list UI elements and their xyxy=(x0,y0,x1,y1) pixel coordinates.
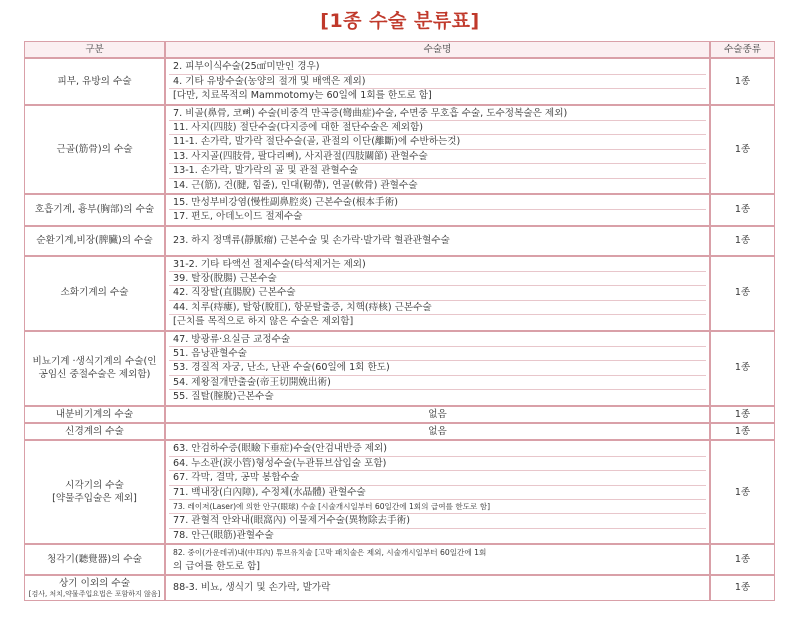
surgery-item: [근치를 목적으로 하지 않은 수술은 제외함] xyxy=(173,316,354,328)
table-row xyxy=(24,406,775,423)
surgery-item: 의 급여를 한도로 함] xyxy=(173,560,261,572)
surgery-item: 42. 직장탈(直腸脫) 근본수술 xyxy=(169,286,706,300)
surgery-item: 55. 질탈(膣脫)근본수술 xyxy=(173,391,274,403)
header-category: 구분 xyxy=(24,41,165,58)
surgery-item: 51. 음낭관혈수술 xyxy=(169,347,706,361)
table-row xyxy=(24,105,775,194)
grade-cell: 1종 xyxy=(710,544,775,575)
table-row xyxy=(24,58,775,104)
grade-cell: 1종 xyxy=(710,105,775,194)
surgery-item: 71. 백내장(白內障), 수정체(水晶體) 관혈수술 xyxy=(169,486,706,500)
surgery-item: 31-2. 기타 타액선 절제수술(타석제거는 제외) xyxy=(169,258,706,272)
grade-cell: 1종 xyxy=(710,575,775,601)
table-row xyxy=(24,256,775,331)
table-row xyxy=(24,331,775,406)
surgery-item: 67. 각막, 결막, 공막 봉합수술 xyxy=(169,471,706,485)
surgery-item: 77. 관혈적 안와내(眼窩內) 이물제거수술(異物除去手術) xyxy=(169,514,706,528)
table-row xyxy=(24,544,775,575)
category-cell: 소화기계의 수술 xyxy=(24,256,165,331)
surgery-item: 54. 제왕절개만출술(帝王切開娩出術) xyxy=(169,376,706,390)
category-cell: 피부, 유방의 수술 xyxy=(24,58,165,104)
surgery-item: 2. 피부이식수술(25㎠미만인 경우) xyxy=(169,60,706,74)
surgery-item: 13-1. 손가락, 발가락의 골 및 관절 관혈수술 xyxy=(169,164,706,178)
grade-cell: 1종 xyxy=(710,406,775,423)
surgery-item: 64. 누소관(淚小管)형성수술(누관튜브삽입술 포함) xyxy=(169,457,706,471)
surgery-none: 없음 xyxy=(165,406,710,423)
surgery-list xyxy=(165,575,710,601)
grade-cell: 1종 xyxy=(710,423,775,440)
surgery-item: 23. 하지 정맥류(靜脈瘤) 근본수술 및 손가락·발가락 혈관관혈수술 xyxy=(173,235,450,246)
category-cell: 근골(筋骨)의 수술 xyxy=(24,105,165,194)
surgery-list xyxy=(165,58,710,104)
category-cell: 내분비기계의 수술 xyxy=(24,406,165,423)
category-cell xyxy=(24,440,165,544)
surgery-list xyxy=(165,194,710,226)
surgery-item: 73. 레이저(Laser)에 의한 안구(眼球) 수술 [시술개시일부터 60일간에 1회의 급여를 한도로 함] xyxy=(169,500,706,514)
surgery-list xyxy=(165,105,710,194)
category-cell: 호흡기계, 흉부(胸部)의 수술 xyxy=(24,194,165,226)
surgery-list xyxy=(165,331,710,406)
surgery-classification-table xyxy=(24,41,775,601)
surgery-item: 78. 안근(眼筋)관혈수술 xyxy=(173,529,274,541)
grade-cell: 1종 xyxy=(710,194,775,226)
category-cell: 순환기계,비장(脾臟)의 수술 xyxy=(24,226,165,256)
surgery-list xyxy=(165,440,710,544)
category-cell xyxy=(24,575,165,601)
surgery-item: 39. 탈장(脫腸) 근본수술 xyxy=(169,272,706,286)
category-label: 시각기의 수술 xyxy=(65,479,124,491)
surgery-item: 47. 방광류·요실금 교정수술 xyxy=(169,333,706,347)
grade-cell: 1종 xyxy=(710,226,775,256)
surgery-item: [다만, 치료목적의 Mammotomy는 60일에 1회를 한도로 함] xyxy=(173,90,432,102)
surgery-none: 없음 xyxy=(165,423,710,440)
header-surgery: 수술명 xyxy=(165,41,710,58)
table-row xyxy=(24,440,775,544)
surgery-item: 4. 기타 유방수술(농양의 절개 및 배액은 제외) xyxy=(169,75,706,89)
surgery-list xyxy=(165,256,710,331)
surgery-item: 63. 안검하수증(眼瞼下垂症)수술(안검내반증 제외) xyxy=(169,442,706,456)
surgery-item: 82. 중이(가운데귀)내(中耳內) 튜브유치술 [고막 패치술은 제외, 시술개시일부터 60일간에 1회 xyxy=(173,548,487,558)
category-cell: 청각기(聽覺器)의 수술 xyxy=(24,544,165,575)
surgery-item: 15. 만성부비강염(慢性副鼻腔炎) 근본수술(根本手術) xyxy=(169,196,706,210)
surgery-item: 13. 사지골(四肢骨, 팔다리뼈), 사지관절(四肢關節) 관혈수술 xyxy=(169,150,706,164)
table-row xyxy=(24,423,775,440)
surgery-item: 88-3. 비뇨, 생식기 및 손가락, 발가락 xyxy=(173,582,331,594)
grade-cell: 1종 xyxy=(710,331,775,406)
grade-cell: 1종 xyxy=(710,440,775,544)
surgery-item: 44. 치루(痔瘻), 탈항(脫肛), 항문탈출증, 치핵(痔核) 근본수술 xyxy=(169,301,706,315)
surgery-item: 17. 편도, 아데노이드 절제수술 xyxy=(173,211,303,223)
page-title: [1종 수술 분류표] xyxy=(320,10,480,32)
surgery-item: 14. 근(筋), 건(腱, 힘줄), 인대(靭帶), 연골(軟骨) 관혈수술 xyxy=(173,179,418,191)
surgery-list xyxy=(165,226,710,256)
category-note: [검사, 처치,약물주입요법은 포함하지 않음] xyxy=(28,590,161,599)
surgery-item: 7. 비골(鼻骨, 코뼈) 수술(비중격 만곡증(彎曲症)수술, 수면중 무호흡 수술, 도수정복술은 제외) xyxy=(169,107,706,121)
category-sublabel: [약물주입술은 제외] xyxy=(52,493,137,505)
category-cell: 비뇨기계 ·생식기계의 수술(인공임신 중절수술은 제외함) xyxy=(24,331,165,406)
surgery-list xyxy=(165,544,710,575)
table-row xyxy=(24,194,775,226)
grade-cell: 1종 xyxy=(710,256,775,331)
table-row xyxy=(24,226,775,256)
header-grade: 수술종류 xyxy=(710,41,775,58)
category-label: 상기 이외의 수술 xyxy=(59,577,130,589)
table-row xyxy=(24,575,775,601)
category-cell: 신경계의 수술 xyxy=(24,423,165,440)
header-row xyxy=(24,41,775,58)
surgery-item: 11. 사지(四肢) 절단수술(다지증에 대한 절단수술은 제외함) xyxy=(169,121,706,135)
surgery-item: 11-1. 손가락, 발가락 절단수술(골, 관절의 이단(離斷)에 수반하는것) xyxy=(169,135,706,149)
surgery-item: 53. 경질적 자궁, 난소, 난관 수술(60일에 1회 한도) xyxy=(169,361,706,375)
grade-cell: 1종 xyxy=(710,58,775,104)
